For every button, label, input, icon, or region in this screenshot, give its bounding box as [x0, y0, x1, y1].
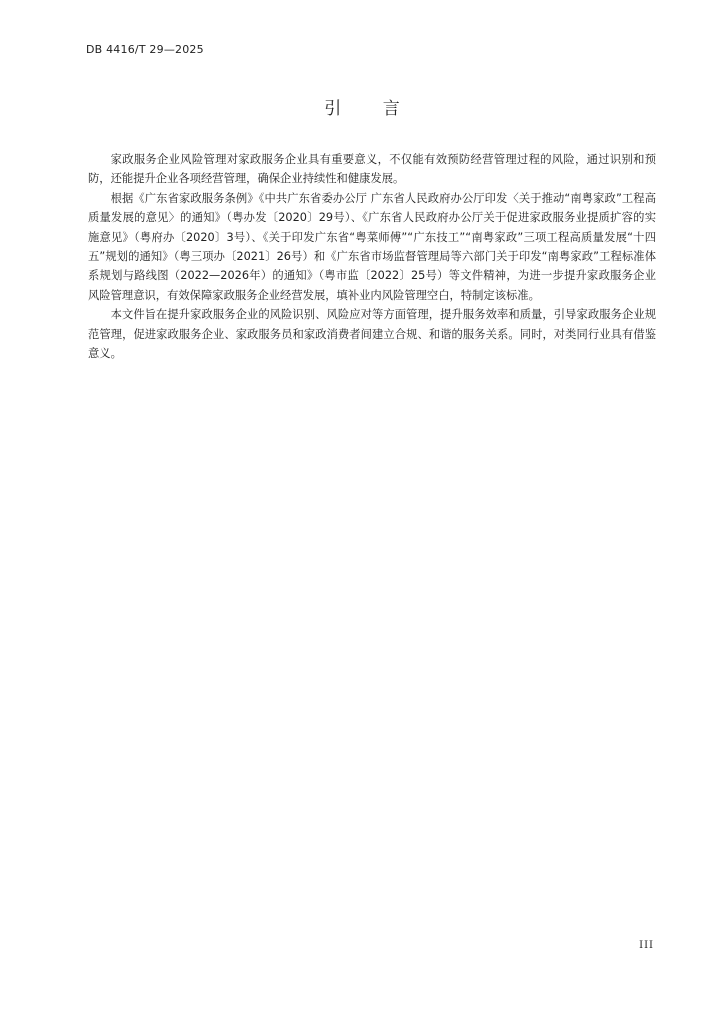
document-code: DB 4416/T 29—2025	[86, 43, 204, 56]
section-title: 引 言	[324, 99, 418, 119]
paragraph: 家政服务企业风险管理对家政服务企业具有重要意义，不仅能有效预防经营管理过程的风险，通过识别和预防，还能提升企业各项经营管理，确保企业持续性和健康发展。	[88, 153, 656, 186]
introduction-body	[88, 150, 656, 363]
page-number: III	[639, 940, 654, 951]
paragraph: 本文件旨在提升家政服务企业的风险识别、风险应对等方面管理，提升服务效率和质量，引导家政服务企业规范管理，促进家政服务企业、家政服务员和家政消费者间建立合规、和谐的服务关系。同时，对类同行业具有借鉴意义。	[88, 308, 656, 361]
paragraph: 根据《广东省家政服务条例》《中共广东省委办公厅 广东省人民政府办公厅印发〈关于推动“南粤家政”工程高质量发展的意见〉的通知》（粤办发〔2020〕29号）、《广东省人民政府办公厅关于促进家政服务业提质扩容的实施意见》（粤府办〔2020〕3号）、《关于印发广东省“粤菜师傅”“广东技工”“南粤家政”三项工程高质量发展“十四五”规划的通知》（粤三项办〔2021〕26号）和《广东省市场监督管理局等六部门关于印发“南粤家政”工程标准体系规划与路线图（2022—2026年）的通知》（粤市监〔2022〕25号）等文件精神，为进一步提升家政服务企业风险管理意识，有效保障家政服务企业经营发展，填补业内风险管理空白，特制定该标准。	[88, 191, 656, 302]
